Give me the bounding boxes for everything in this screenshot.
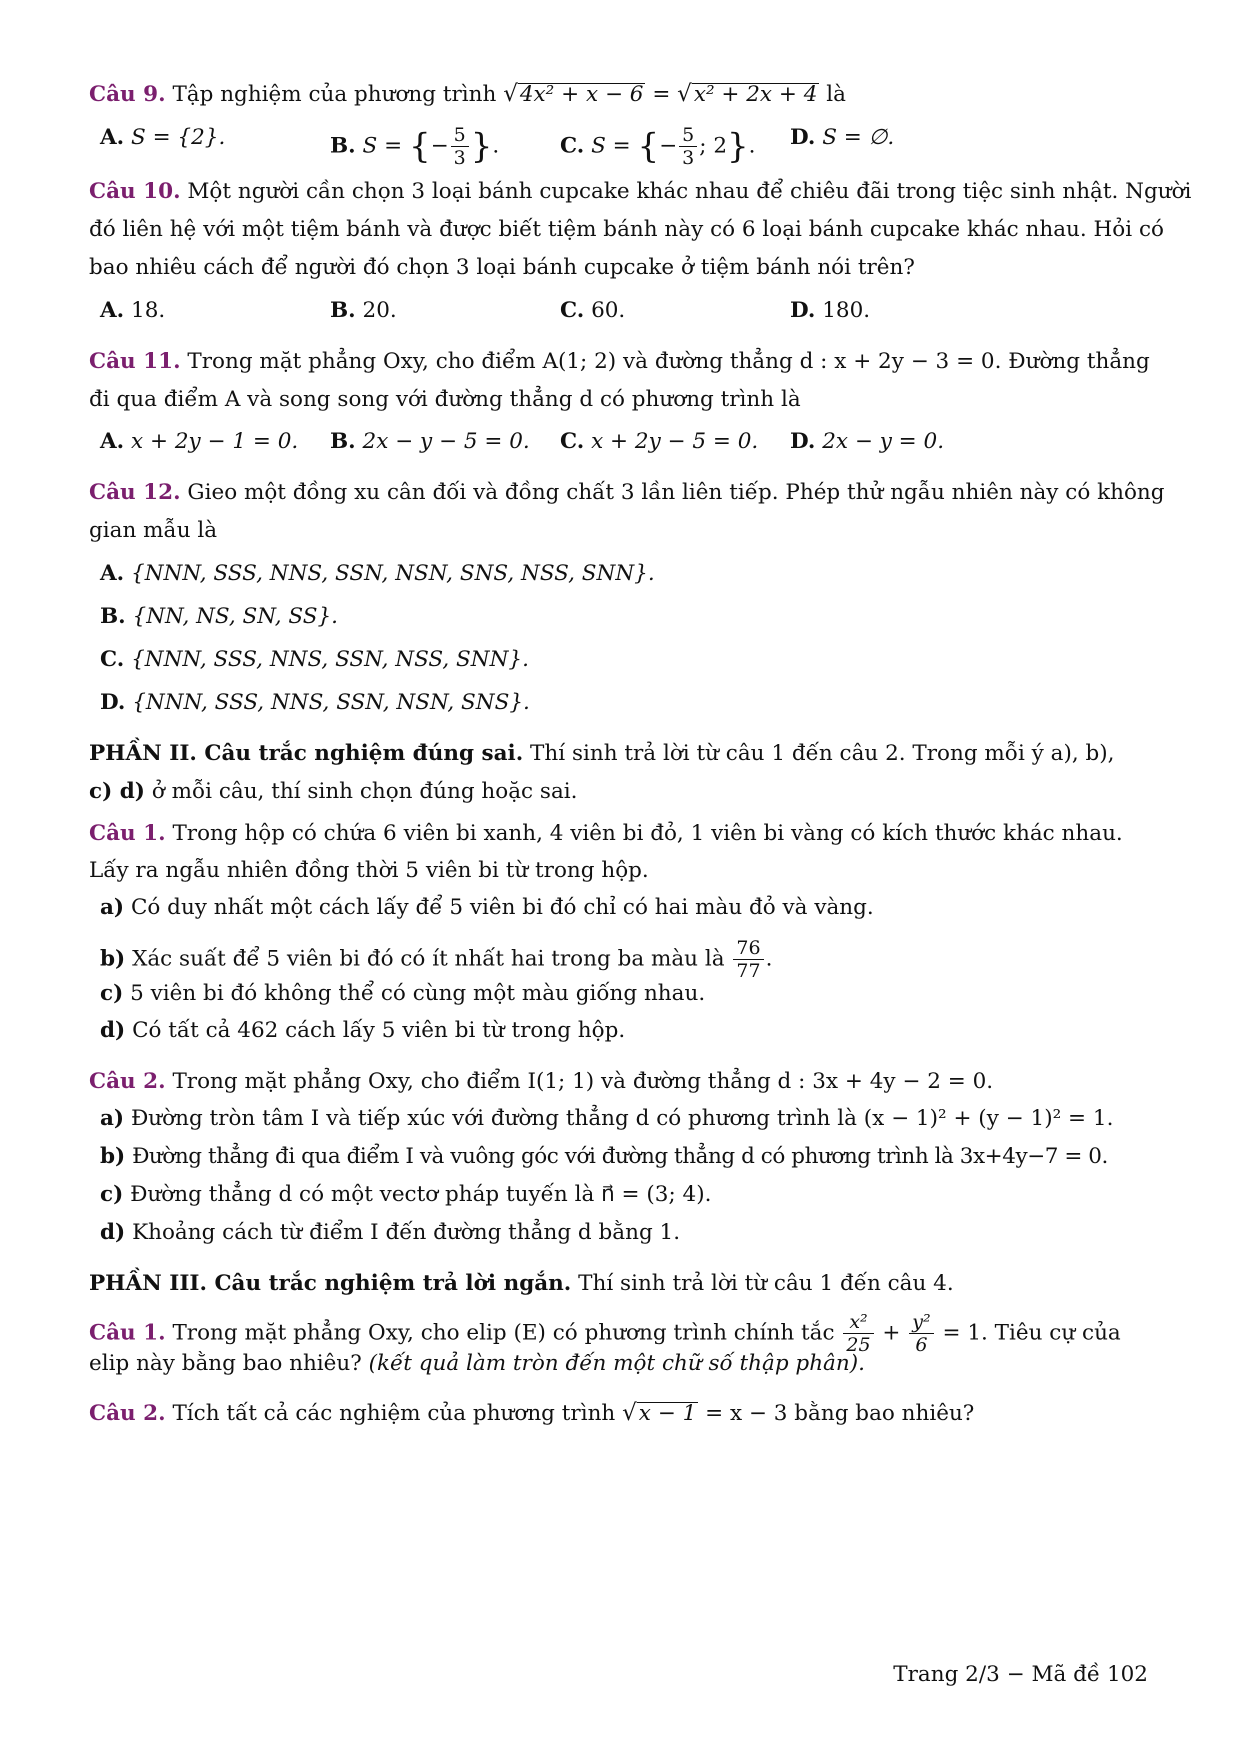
sqrt-lhs: 4x² + x − 6	[519, 82, 644, 107]
statement-d: d) Khoảng cách từ điểm I đến đường thẳng d bằng 1.	[100, 1220, 681, 1245]
fraction: $\frac{\text{x²}}{25}$	[843, 1311, 873, 1356]
statement-a: a) Có duy nhất một cách lấy để 5 viên bi đó chỉ có hai màu đỏ và vàng.	[100, 895, 874, 920]
sqrt: x − 1	[638, 1401, 697, 1426]
option-b: B. 20.	[330, 298, 397, 323]
part3-question-1: Câu 1. Trong mặt phẳng Oxy, cho elip (E) có phương trình chính tắc $\frac{\text{x²}}{25}$ + $\frac{\text{y²}}{6}$ = 1. Tiêu cự của	[89, 1311, 1121, 1356]
question-10-line2: đó liên hệ với một tiệm bánh và được biết tiệm bánh này có 6 loại bánh cupcake khác nhau. Hỏi có	[89, 217, 1164, 242]
fraction: $\frac{5}{3}$	[451, 124, 469, 169]
statement-c: c) 5 viên bi đó không thể có cùng một màu giống nhau.	[100, 981, 706, 1006]
option-a: A. {NNN, SSS, NNS, SSN, NSN, SNS, NSS, SNN}.	[100, 561, 655, 586]
option-c: C. {NNN, SSS, NNS, SSN, NSS, SNN}.	[100, 647, 529, 672]
part-title: PHẦN III. Câu trắc nghiệm trả lời ngắn.	[89, 1271, 572, 1296]
question-label: Câu 1.	[89, 1320, 166, 1346]
question-10: Câu 10. Một người cần chọn 3 loại bánh cupcake khác nhau để chiêu đãi trong tiệc sinh nhật. Người	[89, 179, 1192, 204]
part-3-heading: PHẦN III. Câu trắc nghiệm trả lời ngắn. Thí sinh trả lời từ câu 1 đến câu 4.	[89, 1271, 954, 1296]
part3-question-1-line2: elip này bằng bao nhiêu? (kết quả làm tròn đến một chữ số thập phân).	[89, 1351, 865, 1376]
question-label: Câu 2.	[89, 1401, 166, 1426]
question-label: Câu 11.	[89, 349, 181, 374]
option-a: A. S = {2}.	[100, 125, 226, 150]
fraction: $\frac{5}{3}$	[679, 124, 697, 169]
option-c: C. 60.	[560, 298, 626, 323]
question-label: Câu 1.	[89, 821, 166, 846]
part2-question-2: Câu 2. Trong mặt phẳng Oxy, cho điểm I(1; 1) và đường thẳng d : 3x + 4y − 2 = 0.	[89, 1069, 994, 1094]
option-a: A. x + 2y − 1 = 0.	[100, 429, 299, 454]
part-2-heading-line2: c) d) ở mỗi câu, thí sinh chọn đúng hoặc sai.	[89, 779, 578, 804]
fraction: $\frac{\text{y²}}{6}$	[909, 1311, 933, 1356]
option-c: C. x + 2y − 5 = 0.	[560, 429, 759, 454]
question-label: Câu 2.	[89, 1069, 166, 1094]
option-b: B. S = {− $\frac{5}{3}$ }.	[330, 124, 500, 169]
page-footer: Trang 2/3 − Mã đề 102	[893, 1662, 1148, 1687]
part3-question-2: Câu 2. Tích tất cả các nghiệm của phương trình √x − 1 = x − 3 bằng bao nhiêu?	[89, 1400, 975, 1426]
question-label: Câu 10.	[89, 179, 181, 204]
question-label: Câu 9.	[89, 82, 166, 107]
option-b: B. {NN, NS, SN, SS}.	[100, 604, 338, 629]
question-12-line2: gian mẫu là	[89, 518, 218, 543]
part2-question-1: Câu 1. Trong hộp có chứa 6 viên bi xanh, 4 viên bi đỏ, 1 viên bi vàng có kích thước khác nhau.	[89, 821, 1123, 846]
question-12: Câu 12. Gieo một đồng xu cân đối và đồng chất 3 lần liên tiếp. Phép thử ngẫu nhiên này có không	[89, 480, 1165, 505]
question-11: Câu 11. Trong mặt phẳng Oxy, cho điểm A(1; 2) và đường thẳng d : x + 2y − 3 = 0. Đường thẳng	[89, 349, 1150, 374]
option-a: A. 18.	[100, 298, 166, 323]
sqrt-rhs: x² + 2x + 4	[693, 82, 818, 107]
question-9: Câu 9. Tập nghiệm của phương trình √4x² + x − 6 = √x² + 2x + 4 là	[89, 81, 846, 107]
question-11-line2: đi qua điểm A và song song với đường thẳng d có phương trình là	[89, 387, 801, 412]
question-text: Tập nghiệm của phương trình	[172, 82, 497, 107]
question-10-line3: bao nhiêu cách để người đó chọn 3 loại bánh cupcake ở tiệm bánh nói trên?	[89, 255, 915, 280]
part2-question-1-line2: Lấy ra ngẫu nhiên đồng thời 5 viên bi từ trong hộp.	[89, 858, 649, 883]
option-c: C. S = {− $\frac{5}{3}$ ; 2}.	[560, 124, 756, 169]
statement-c: c) Đường thẳng d có một vectơ pháp tuyến là n⃗ = (3; 4).	[100, 1182, 712, 1207]
statement-a: a) Đường tròn tâm I và tiếp xúc với đường thẳng d có phương trình là (x − 1)² + (y − 1)² = 1.	[100, 1106, 1114, 1131]
option-b: B. 2x − y − 5 = 0.	[330, 429, 530, 454]
part-title: PHẦN II. Câu trắc nghiệm đúng sai.	[89, 741, 524, 766]
option-d: D. S = ∅.	[790, 125, 895, 150]
statement-b: b) Xác suất để 5 viên bi đó có ít nhất hai trong ba màu là $\frac{76}{77}$ .	[100, 937, 773, 982]
fraction: $\frac{76}{77}$	[733, 937, 763, 982]
statement-d: d) Có tất cả 462 cách lấy 5 viên bi từ trong hộp.	[100, 1018, 626, 1043]
question-label: Câu 12.	[89, 480, 181, 505]
statement-b: b) Đường thẳng đi qua điểm I và vuông góc với đường thẳng d có phương trình là 3x+4y−7 = 0.	[100, 1144, 1108, 1169]
part-2-heading: PHẦN II. Câu trắc nghiệm đúng sai. Thí sinh trả lời từ câu 1 đến câu 2. Trong mỗi ý a), b),	[89, 741, 1115, 766]
option-d: D. 2x − y = 0.	[790, 429, 945, 454]
option-d: D. {NNN, SSS, NNS, SSN, NSN, SNS}.	[100, 690, 530, 715]
option-d: D. 180.	[790, 298, 871, 323]
